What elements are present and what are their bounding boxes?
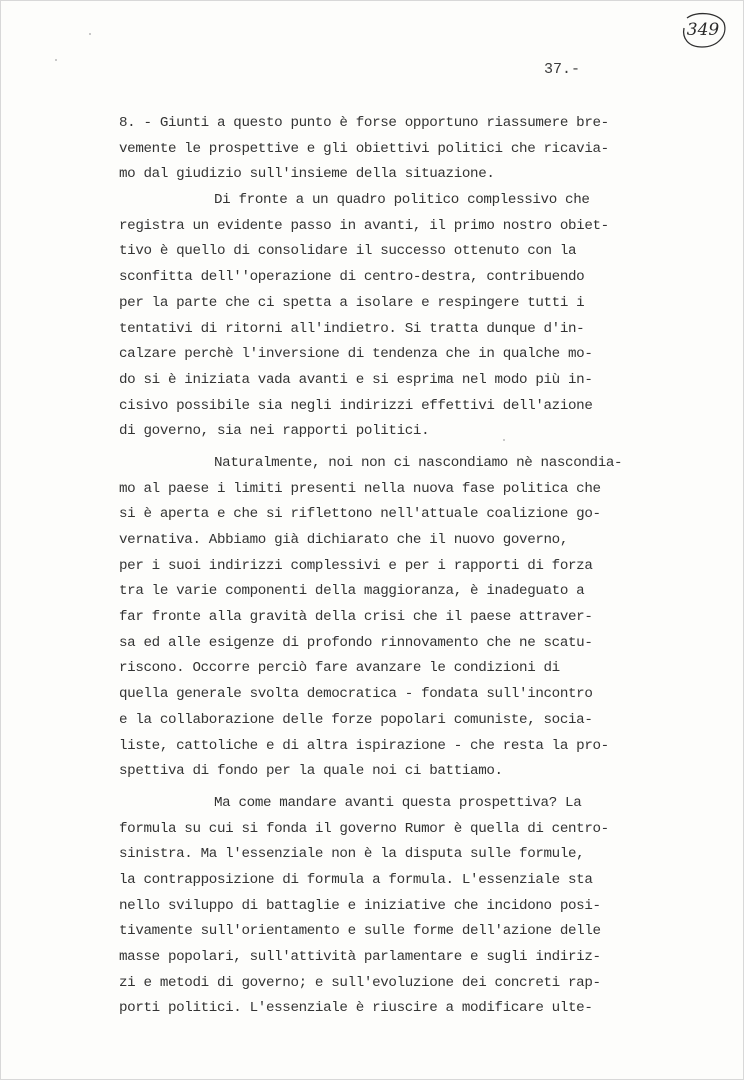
text-line: mo dal giudizio sull'insieme della situazione.	[119, 166, 495, 183]
text-line: Ma come mandare avanti questa prospettiva? La	[214, 794, 582, 811]
text-line: di governo, sia nei rapporti politici.	[119, 423, 430, 440]
page-number: 37.-	[544, 61, 581, 78]
text-line: sa ed alle esigenze di profondo rinnovamento che ne scatu-	[119, 634, 593, 651]
text-line: vemente le prospettive e gli obiettivi politici che ricavia-	[119, 140, 609, 157]
text-line: masse popolari, sull'attività parlamentare e sugli indiriz-	[119, 949, 601, 965]
text-line: calzare perchè l'inversione di tendenza che in qualche mo-	[119, 346, 593, 363]
text-line: formula su cui si fonda il governo Rumor è quella di centro-	[119, 820, 609, 837]
text-line: registra un evidente passo in avanti, il primo nostro obiet-	[119, 217, 609, 234]
text-line: zi e metodi di governo; e sull'evoluzione dei concreti rap-	[119, 974, 601, 991]
document-body	[119, 111, 622, 1022]
text-line: tivamente sull'orientamento e sulle forme dell'azione delle	[119, 923, 601, 940]
text-line: Di fronte a un quadro politico complessivo che	[214, 192, 590, 209]
text-line: mo al paese i limiti presenti nella nuova fase politica che	[119, 480, 601, 497]
text-line: porti politici. L'essenziale è riuscire a modificare ulte-	[119, 1000, 593, 1017]
text-line: riscono. Occorre perciò fare avanzare le condizioni di	[119, 660, 560, 677]
stamp-number: 349	[686, 20, 720, 40]
text-line: cisivo possibile sia negli indirizzi effettivi dell'azione	[119, 397, 593, 414]
text-line: liste, cattoliche e di altra ispirazione - che resta la pro-	[119, 737, 609, 754]
text-line: spettiva di fondo per la quale noi ci battiamo.	[119, 763, 503, 780]
text-line: tentativi di ritorni all'indietro. Si tratta dunque d'in-	[119, 320, 585, 337]
text-line: la contrapposizione di formula a formula. L'essenziale sta	[119, 871, 593, 888]
text-line: tra le varie componenti della maggioranza, è inadeguato a	[119, 583, 585, 600]
text-line: sconfitta dell''operazione di centro-destra, contribuendo	[119, 269, 585, 286]
archive-stamp	[678, 11, 728, 51]
text-line: quella generale svolta democratica - fondata sull'incontro	[119, 686, 593, 703]
text-line: 8. - Giunti a questo punto è forse opportuno riassumere bre-	[119, 115, 609, 131]
text-line: per i suoi indirizzi complessivi e per i rapporti di forza	[119, 557, 593, 574]
text-line: per la parte che ci spetta a isolare e respingere tutti i	[119, 294, 585, 311]
text-line: do si è iniziata vada avanti e si esprima nel modo più in-	[119, 371, 593, 388]
text-line: si è aperta e che si riflettono nell'attuale coalizione go-	[119, 506, 601, 523]
text-line: nello sviluppo di battaglie e iniziative che incidono posi-	[119, 897, 601, 914]
text-line: e la collaborazione delle forze popolari comuniste, socia-	[119, 711, 593, 728]
text-line: far fronte alla gravità della crisi che il paese attraver-	[119, 609, 593, 626]
text-line: Naturalmente, noi non ci nascondiamo nè nascondia-	[214, 454, 623, 471]
text-line: tivo è quello di consolidare il successo ottenuto con la	[119, 243, 577, 260]
text-line: vernativa. Abbiamo già dichiarato che il nuovo governo,	[119, 532, 569, 548]
text-line: sinistra. Ma l'essenziale non è la disputa sulle formule,	[119, 846, 585, 863]
